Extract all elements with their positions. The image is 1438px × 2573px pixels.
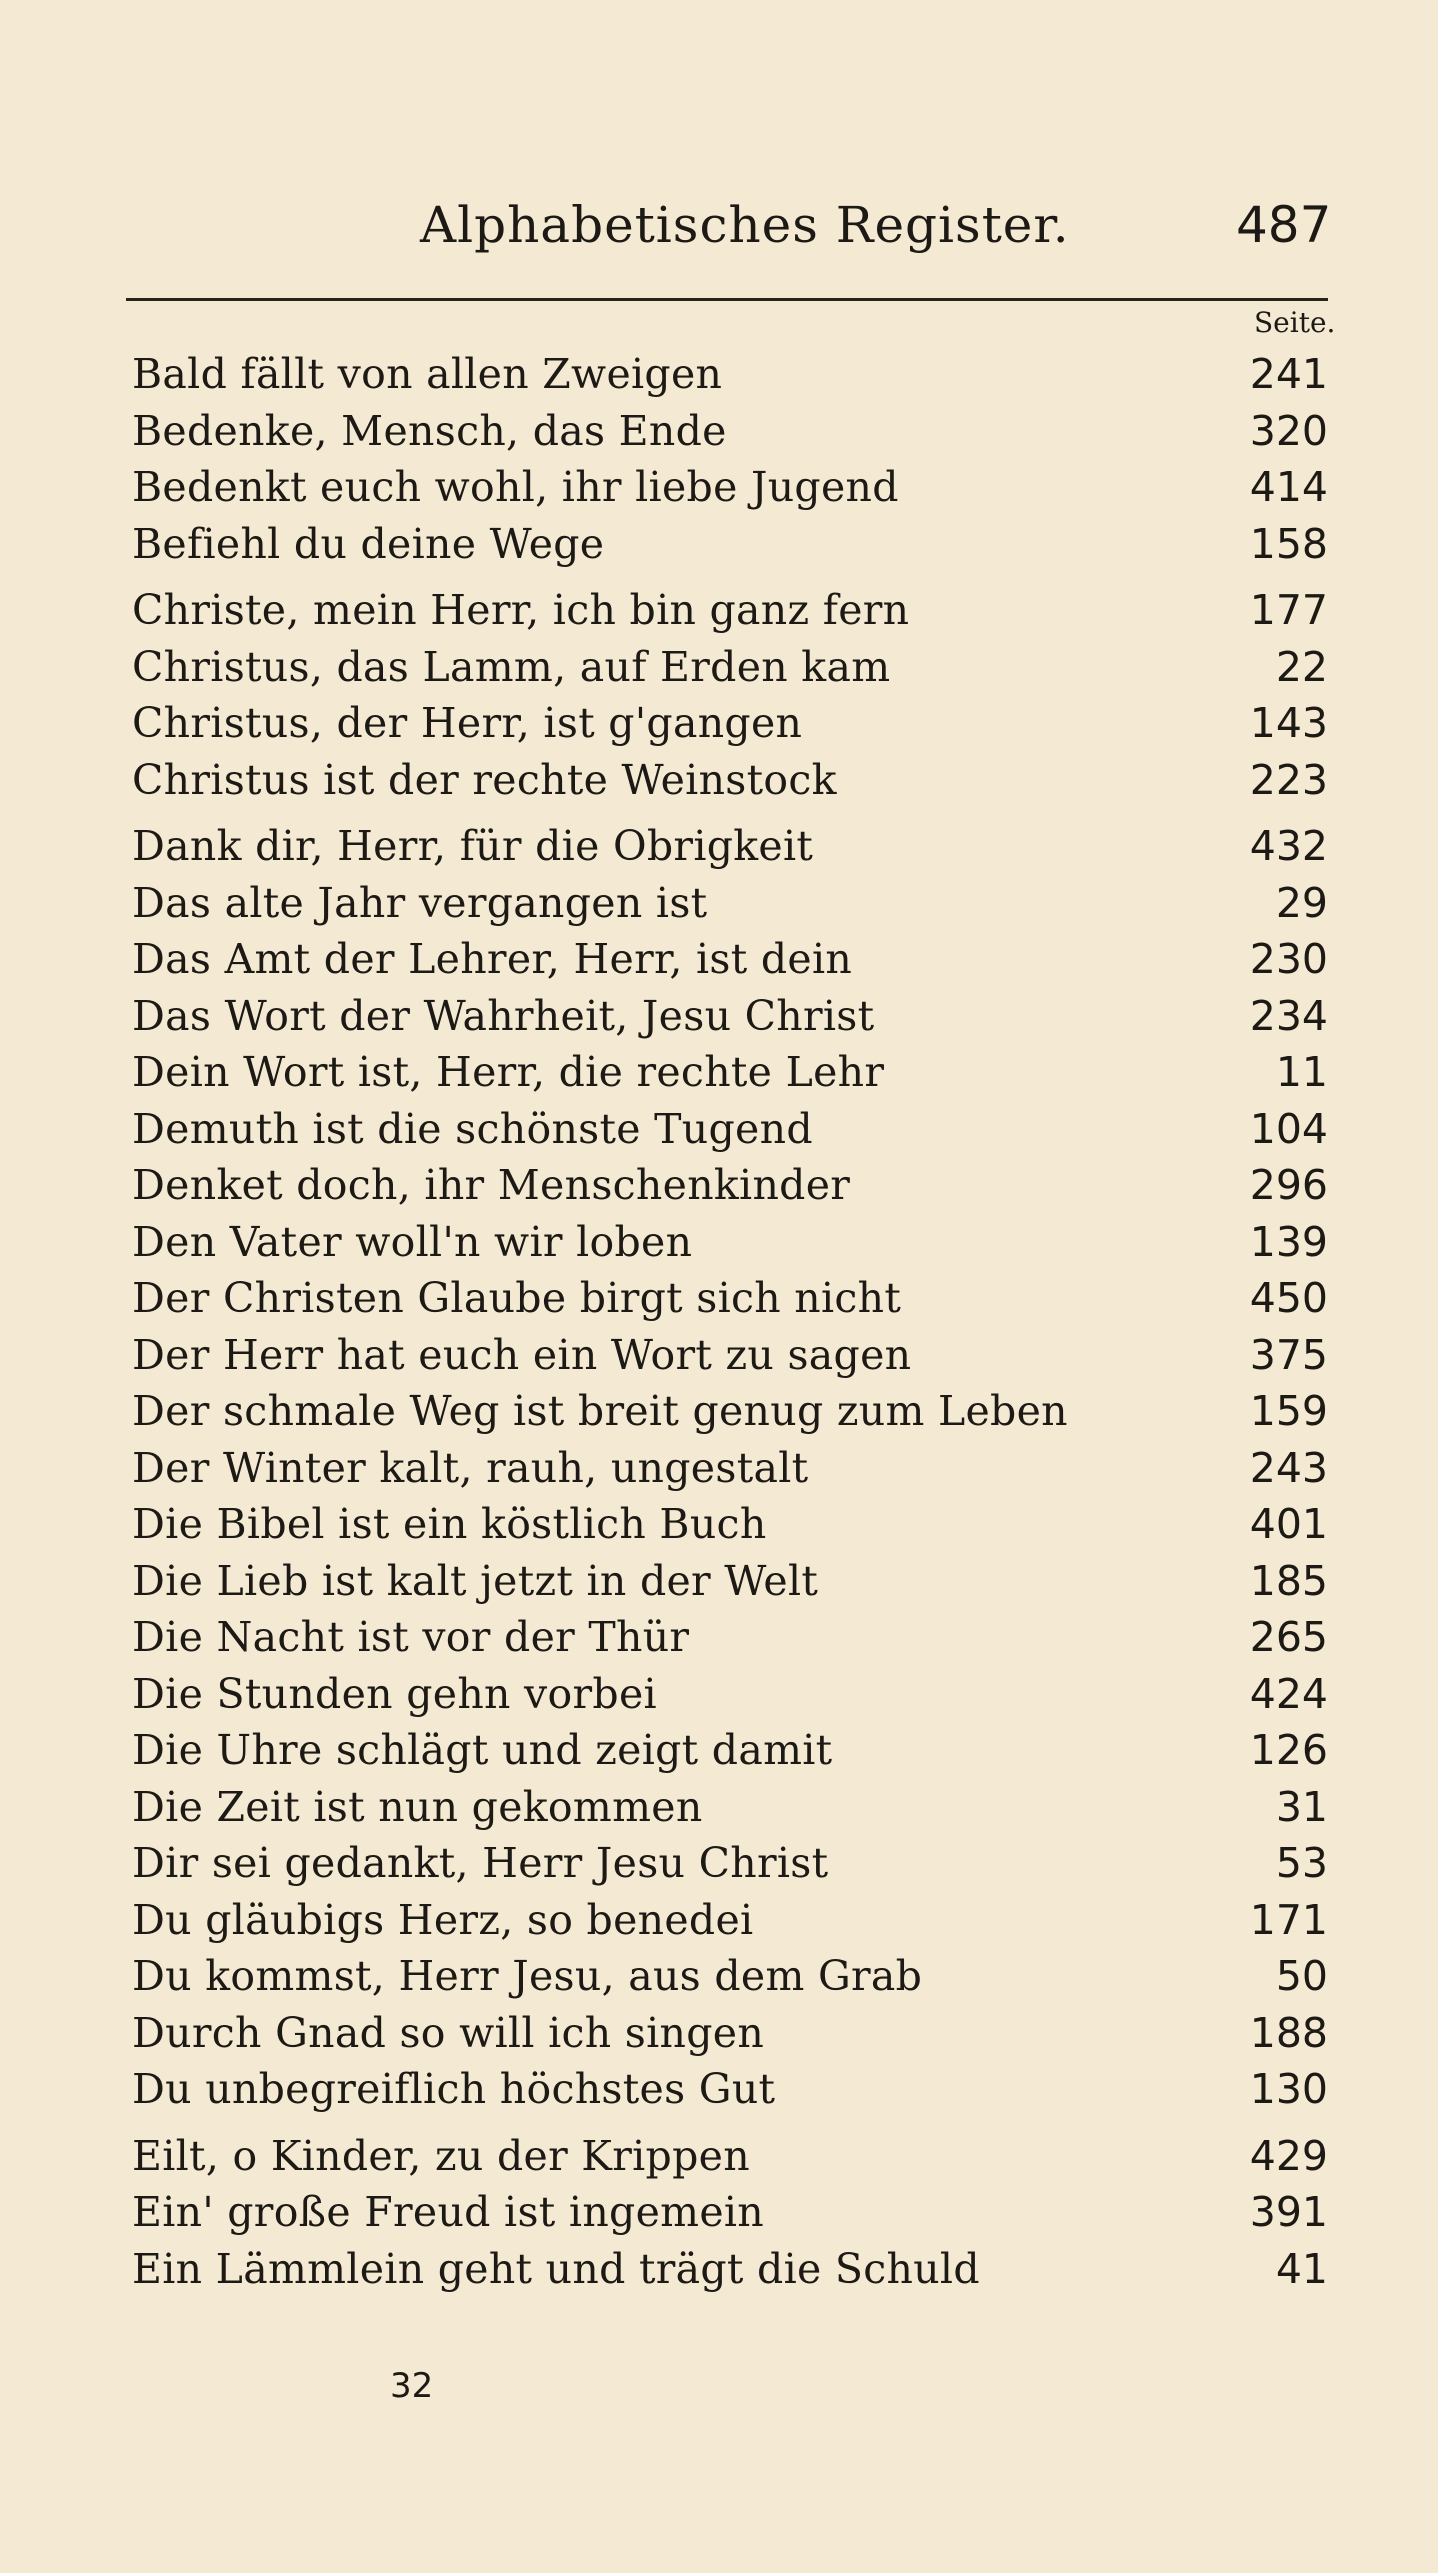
entry-title: Du unbegreiflich höchstes Gut — [132, 2065, 776, 2113]
entry-title: Der Winter kalt, rauh, ungestalt — [132, 1443, 809, 1492]
list-item — [132, 1044, 1328, 1100]
entry-page-number: 401 — [1249, 1500, 1328, 1548]
list-item — [132, 2061, 1328, 2117]
entry-title: Denket doch, ihr Menschenkinder — [132, 1161, 851, 1209]
entry-title: Du gläubigs Herz, so benedei — [132, 1895, 754, 1944]
entry-page-number: 391 — [1249, 2188, 1328, 2236]
list-item — [132, 988, 1328, 1044]
list-item — [132, 1609, 1328, 1665]
entry-page-number: 130 — [1249, 2065, 1328, 2113]
entry-title: Die Zeit ist nun gekommen — [132, 1782, 703, 1831]
entry-page-number: 104 — [1249, 1104, 1328, 1153]
entry-title: Das Wort der Wahrheit, Jesu Christ — [132, 991, 875, 1040]
entry-title: Bedenkt euch wohl, ihr liebe Jugend — [132, 463, 899, 511]
entry-title: Bedenke, Mensch, das Ende — [132, 406, 727, 455]
entry-page-number: 188 — [1249, 2008, 1328, 2057]
list-item — [132, 1101, 1328, 1157]
entry-title: Ein Lämmlein geht und trägt die Schuld — [132, 2244, 980, 2293]
list-item — [132, 1270, 1328, 1326]
entry-page-number: 320 — [1249, 406, 1328, 455]
entry-title: Die Stunden gehn vorbei — [132, 1669, 657, 1718]
entry-title: Die Bibel ist ein köstlich Buch — [132, 1500, 767, 1548]
entry-title: Die Nacht ist vor der Thür — [132, 1613, 690, 1661]
entry-title: Christus, das Lamm, auf Erden kam — [132, 642, 891, 691]
entry-title: Der Herr hat euch ein Wort zu sagen — [132, 1330, 912, 1379]
list-item — [132, 403, 1328, 459]
entry-title: Dein Wort ist, Herr, die rechte Lehr — [132, 1048, 885, 1096]
entry-title: Befiehl du deine Wege — [132, 519, 605, 568]
entry-title: Demuth ist die schönste Tugend — [132, 1104, 813, 1153]
entry-title: Durch Gnad so will ich singen — [132, 2008, 765, 2057]
page-title: Alphabetisches Register. — [420, 196, 1070, 254]
entry-title: Christe, mein Herr, ich bin ganz fern — [132, 586, 910, 634]
entry-page-number: 29 — [1275, 878, 1328, 927]
list-item — [132, 1835, 1328, 1891]
list-item — [132, 1892, 1328, 1948]
entry-title: Das alte Jahr vergangen ist — [132, 878, 708, 927]
entry-page-number: 31 — [1275, 1782, 1328, 1831]
entry-page-number: 223 — [1249, 755, 1328, 804]
entry-page-number: 11 — [1275, 1048, 1328, 1096]
entry-page-number: 139 — [1249, 1217, 1328, 1266]
entry-page-number: 50 — [1275, 1952, 1328, 2000]
entry-title: Der Christen Glaube birgt sich nicht — [132, 1274, 902, 1322]
list-item — [132, 2241, 1328, 2297]
entry-page-number: 126 — [1249, 1726, 1328, 1774]
list-item — [132, 1666, 1328, 1722]
list-item — [132, 582, 1328, 638]
entry-page-number: 143 — [1249, 699, 1328, 747]
column-label-page: Seite. — [1254, 306, 1336, 339]
entry-page-number: 375 — [1249, 1330, 1328, 1379]
list-item — [132, 516, 1328, 572]
list-item — [132, 931, 1328, 987]
list-item — [132, 1722, 1328, 1778]
signature-mark: 32 — [390, 2366, 434, 2406]
list-item — [132, 695, 1328, 751]
list-item — [132, 1496, 1328, 1552]
entry-page-number: 243 — [1249, 1443, 1328, 1492]
list-item — [132, 346, 1328, 402]
entry-title: Dir sei gedankt, Herr Jesu Christ — [132, 1839, 829, 1887]
list-item — [132, 1327, 1328, 1383]
entry-title: Christus ist der rechte Weinstock — [132, 755, 837, 804]
entry-title: Den Vater woll'n wir loben — [132, 1217, 693, 1266]
list-item — [132, 1383, 1328, 1439]
list-item — [132, 752, 1328, 808]
entry-page-number: 414 — [1249, 463, 1328, 511]
entry-title: Du kommst, Herr Jesu, aus dem Grab — [132, 1952, 923, 2000]
entry-page-number: 241 — [1249, 350, 1328, 398]
entry-page-number: 432 — [1249, 822, 1328, 870]
list-item — [132, 818, 1328, 874]
entry-page-number: 171 — [1249, 1895, 1328, 1944]
entry-title: Eilt, o Kinder, zu der Krippen — [132, 2131, 750, 2180]
entry-page-number: 450 — [1249, 1274, 1328, 1322]
entry-page-number: 41 — [1275, 2244, 1328, 2293]
entry-title: Ein' große Freud ist ingemein — [132, 2188, 765, 2236]
entry-title: Dank dir, Herr, für die Obrigkeit — [132, 822, 814, 870]
entry-title: Der schmale Weg ist breit genug zum Leben — [132, 1387, 1068, 1435]
entry-page-number: 159 — [1249, 1387, 1328, 1435]
entry-title: Christus, der Herr, ist g'gangen — [132, 699, 803, 747]
list-item — [132, 1440, 1328, 1496]
page-number: 487 — [1236, 196, 1332, 254]
list-item — [132, 875, 1328, 931]
entry-page-number: 22 — [1275, 642, 1328, 691]
list-item — [132, 2128, 1328, 2184]
list-item — [132, 459, 1328, 515]
entry-title: Das Amt der Lehrer, Herr, ist dein — [132, 935, 853, 983]
list-item — [132, 1779, 1328, 1835]
entry-page-number: 429 — [1249, 2131, 1328, 2180]
list-item — [132, 1948, 1328, 2004]
entry-page-number: 158 — [1249, 519, 1328, 568]
entry-page-number: 53 — [1275, 1839, 1328, 1887]
entry-page-number: 296 — [1249, 1161, 1328, 1209]
entry-page-number: 265 — [1249, 1613, 1328, 1661]
list-item — [132, 1553, 1328, 1609]
header-rule — [126, 298, 1328, 301]
entry-title: Die Uhre schlägt und zeigt damit — [132, 1726, 833, 1774]
entry-title: Bald fällt von allen Zweigen — [132, 350, 723, 398]
entry-page-number: 177 — [1249, 586, 1328, 634]
entry-page-number: 230 — [1249, 935, 1328, 983]
entry-page-number: 424 — [1249, 1669, 1328, 1718]
list-item — [132, 1157, 1328, 1213]
list-item — [132, 2184, 1328, 2240]
entry-title: Die Lieb ist kalt jetzt in der Welt — [132, 1556, 819, 1605]
entry-page-number: 234 — [1249, 991, 1328, 1040]
entry-page-number: 185 — [1249, 1556, 1328, 1605]
list-item — [132, 2005, 1328, 2061]
list-item — [132, 639, 1328, 695]
list-item — [132, 1214, 1328, 1270]
